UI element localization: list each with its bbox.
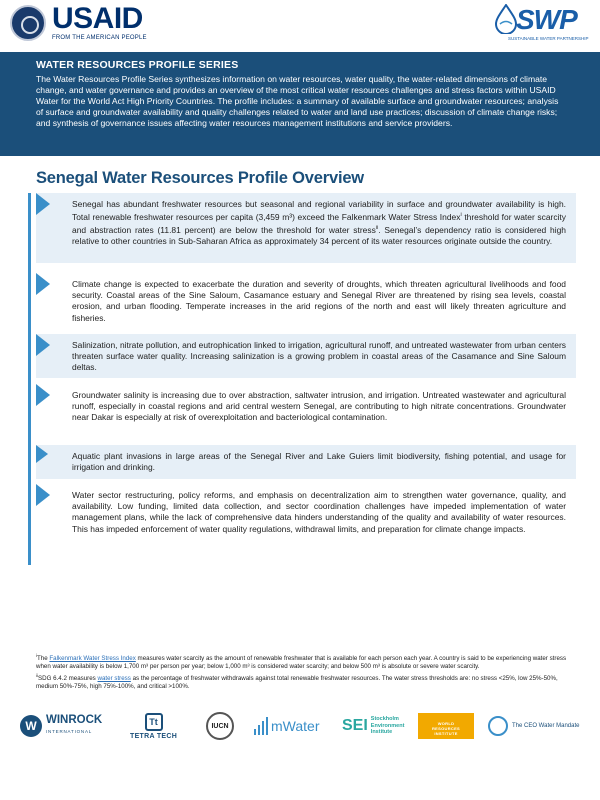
overview-box-climate — [36, 273, 576, 329]
footnote-text: SDG 6.4.2 measures — [38, 674, 98, 682]
banner-title: WATER RESOURCES PROFILE SERIES — [36, 59, 239, 71]
swp-tagline: SUSTAINABLE WATER PARTNERSHIP — [508, 36, 589, 41]
sei-line: Stockholm — [370, 716, 399, 723]
signal-bars-icon — [254, 717, 268, 735]
ceo-water-mandate-logo — [488, 708, 579, 744]
tetratech-logo — [130, 708, 177, 744]
mwater-logo — [254, 708, 319, 744]
page-header — [0, 0, 600, 50]
winrock-logo — [20, 708, 102, 744]
footnote-text: as the percentage of freshwater withdrawals against total renewable freshwater resources. The water stress thresholds are: no stress <25%, low 25%-50%, medium 50%-75%, high 75%-100%, and critical >100%. — [36, 674, 558, 691]
sei-line: Institute — [370, 729, 393, 736]
usaid-seal-icon — [10, 5, 46, 41]
box-text: Salinization, nitrate pollution, and eutrophication linked to irrigation, agricultural runoff, and untreated wastewater from urban centers threaten surface water quality. Increasing salinization is a growing problem in coastal areas of the Casamance and Sine Saloum deltas. — [72, 340, 566, 373]
wri-logo — [418, 708, 474, 744]
winrock-sub: INTERNATIONAL — [46, 729, 93, 734]
footnote-1 — [36, 652, 570, 672]
banner-body: The Water Resources Profile Series synthesizes information on water resources, water quality, the water-related dimensions of climate change, and water governance and provides an overview of the most critical water resources challenges and stress factors within USAID Water for the World Act High Priority Countries. The profile includes: a summary of available surface and groundwater resources; analysis of surface and groundwater availability and quality challenges related to water and land use practices; discussion of climate change risks; and synthesis of governance issues affecting water resources management institutions and service providers. — [36, 74, 559, 128]
water-drop-icon — [494, 4, 518, 34]
box-text: Climate change is expected to exacerbate the duration and severity of droughts, which threaten agricultural livelihoods and food security. Coastal areas of the Sine Saloum, Casamance estuary and Senegal River are threatened by rising sea levels, coastal erosion, and urban flooding. Temperate increases in the arid regions of the north and east will likely threaten agriculture and fisheries. — [72, 279, 566, 323]
series-banner — [0, 52, 600, 156]
chevron-icon — [36, 273, 50, 295]
chevron-icon — [36, 484, 50, 506]
overview-box-resources — [36, 193, 576, 263]
sei-mark: SEI — [342, 717, 368, 734]
ceo-name: The CEO Water Mandate — [512, 723, 580, 729]
winrock-mark-icon: W — [20, 715, 42, 737]
sei-logo — [342, 708, 404, 744]
overview-box-aquatic-plants — [36, 445, 576, 479]
footnote-marker: ii — [36, 672, 38, 678]
box-text: Groundwater salinity is increasing due to over abstraction, saltwater intrusion, and irrigation. Untreated wastewater and agricultural runoff, especially in coastal regions and arid central western Senegal, are contributing to high nitrate concentrations. Groundwater near Dakar is especially at risk of overexploitation and bacteriological contamination. — [72, 390, 566, 423]
left-accent-line — [28, 193, 31, 565]
page-title: Senegal Water Resources Profile Overview — [36, 169, 364, 187]
footnote-text: measures water scarcity as the amount of renewable freshwater that is available for each person each year. A country is said to be experiencing water stress when water availability is below 1,700 m³ per person per year; below 1,000 m³ is considered water scarcity; and below 500 m³ is absolute or severe water scarcity. — [36, 655, 567, 671]
usaid-logo — [10, 4, 147, 41]
swp-logo-text: SWP — [516, 4, 577, 35]
usaid-tagline: FROM THE AMERICAN PEOPLE — [52, 35, 147, 41]
tetratech-name: TETRA TECH — [130, 732, 178, 740]
box-text: . Senegal’s dependency ratio is considered high relative to other countries in Sub-Saharan Africa as approximately 34 percent of its water resources originate outside the country. — [72, 225, 566, 247]
swp-logo — [494, 2, 589, 46]
footnotes — [36, 652, 570, 691]
usaid-logo-text: USAID — [52, 2, 143, 35]
iucn-name: IUCN — [206, 712, 234, 740]
wri-line: RESOURCES — [431, 726, 461, 731]
overview-box-groundwater — [36, 384, 576, 440]
overview-box-surface-quality — [36, 334, 576, 378]
footnote-ref: i — [460, 212, 462, 219]
footnote-2 — [36, 672, 570, 692]
chevron-icon — [36, 334, 50, 356]
tetratech-mark-icon: Tt — [145, 713, 163, 731]
sei-line: Environment — [370, 722, 405, 729]
chevron-icon — [36, 193, 50, 215]
footnote-marker: i — [36, 653, 37, 658]
wri-line: INSTITUTE — [434, 731, 458, 736]
water-stress-link[interactable]: water stress — [97, 674, 131, 682]
footnote-text: The — [37, 655, 50, 663]
box-text: threshold for water scarcity and abstraction rates (11.81 percent) are below the threshold for water stress — [72, 212, 566, 236]
chevron-icon — [36, 384, 50, 406]
mwater-name: mWater — [271, 718, 320, 734]
box-text: Senegal has abundant freshwater resources but seasonal and regional variability in surface and groundwater availability is high. Total renewable freshwater resources per capita (3,459 m³) exceed the Falkenmark Water Stress Index — [72, 199, 566, 223]
winrock-name: WINROCK — [46, 714, 103, 726]
iucn-logo — [206, 708, 234, 744]
chevron-icon — [36, 445, 48, 463]
globe-icon — [488, 716, 508, 736]
footnote-ref: ii — [375, 225, 379, 232]
box-text: Water sector restructuring, policy reforms, and emphasis on decentralization aim to strengthen water governance, quality, and availability. Low funding, limited data collection, and sector coordination challenges have impeded implementation of water management plans, while the lack of comprehensive data hinders understanding of the quality and availability of water resources. This has impeded enforcement of water quality regulations, withdrawal limits, and preparation for climate change impacts. — [72, 490, 566, 534]
box-text: Aquatic plant invasions in large areas of the Senegal River and Lake Guiers limit biodiversity, fishing potential, and usage for irrigation and drinking. — [72, 451, 566, 473]
wri-line: WORLD — [437, 721, 455, 726]
overview-box-governance — [36, 484, 576, 554]
falkenmark-link[interactable]: Falkenmark Water Stress Index — [49, 655, 136, 663]
partner-logos — [20, 708, 580, 748]
